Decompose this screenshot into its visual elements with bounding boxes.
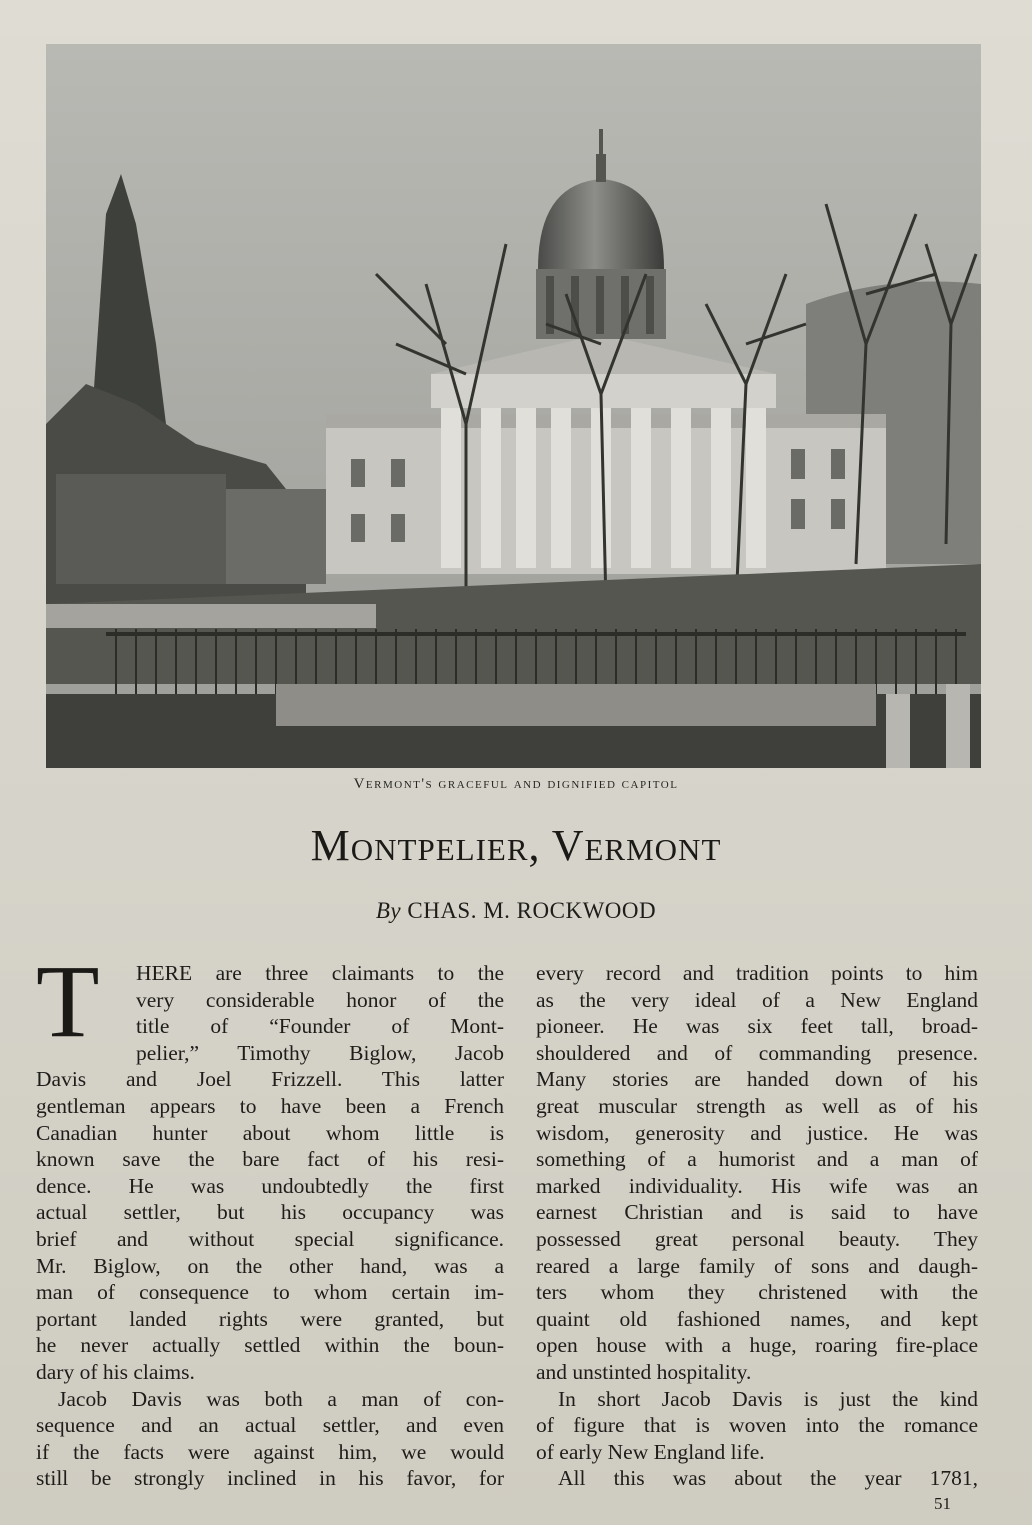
text-line: wisdom, generosity and justice. He was — [536, 1120, 978, 1145]
text-column-right — [536, 960, 978, 1492]
text-line: HERE are three claimants to the — [136, 961, 504, 985]
text-line: Jacob Davis was both a man of con- — [58, 1386, 504, 1411]
text-line: title of “Founder of Mont- — [136, 1014, 504, 1039]
byline-author: CHAS. M. ROCKWOOD — [407, 898, 657, 923]
text-line: pioneer. He was six feet tall, broad- — [536, 1014, 978, 1039]
text-line: portant landed rights were granted, but — [36, 1306, 504, 1331]
capitol-photograph — [46, 44, 981, 768]
text-line: man of consequence to whom certain im- — [36, 1280, 504, 1305]
text-line: brief and without special significance. — [36, 1226, 504, 1251]
text-line: sequence and an actual settler, and even — [36, 1413, 504, 1438]
text-line: Mr. Biglow, on the other hand, was a — [36, 1253, 504, 1278]
text-line: great muscular strength as well as of his — [536, 1093, 978, 1118]
text-line: Canadian hunter about whom little is — [36, 1120, 504, 1145]
byline-prefix: By — [375, 898, 402, 923]
text-line: still be strongly inclined in his favor, for — [36, 1466, 504, 1491]
drop-cap: T — [36, 944, 100, 1059]
text-line: actual settler, but his occupancy was — [36, 1200, 504, 1225]
text-line: All this was about the year 1781, — [558, 1466, 978, 1491]
text-line: and unstinted hospitality. — [536, 1359, 752, 1384]
text-line: of early New England life. — [536, 1439, 765, 1464]
text-line: quaint old fashioned names, and kept — [536, 1306, 978, 1331]
text-line: dary of his claims. — [36, 1359, 195, 1384]
text-line: pelier,” Timothy Biglow, Jacob — [136, 1040, 504, 1065]
article-title: Montpelier, Vermont — [310, 821, 722, 870]
page-number: 51 — [934, 1494, 951, 1513]
text-line: of figure that is woven into the romance — [536, 1413, 978, 1438]
text-line: open house with a huge, roaring fire-place — [536, 1333, 978, 1358]
text-line: In short Jacob Davis is just the kind — [558, 1386, 978, 1411]
text-line: ters whom they christened with the — [536, 1280, 978, 1305]
article-byline — [0, 898, 1032, 924]
text-line: if the facts were against him, we would — [36, 1439, 504, 1464]
text-line: reared a large family of sons and daugh- — [536, 1253, 978, 1278]
text-line: Davis and Joel Frizzell. This latter — [36, 1067, 504, 1092]
text-line: very considerable honor of the — [136, 987, 504, 1012]
text-line: marked individuality. His wife was an — [536, 1173, 978, 1198]
text-line: earnest Christian and is said to have — [536, 1200, 978, 1225]
text-line: every record and tradition points to him — [536, 961, 978, 985]
text-line: as the very ideal of a New England — [536, 987, 978, 1012]
text-line: Many stories are handed down of his — [536, 1067, 978, 1092]
text-column-left — [36, 960, 504, 1492]
text-line: known save the bare fact of his resi- — [36, 1147, 504, 1172]
text-line: possessed great personal beauty. They — [536, 1226, 978, 1251]
text-line: gentleman appears to have been a French — [36, 1093, 504, 1118]
text-line: he never actually settled within the boun- — [36, 1333, 504, 1358]
photo-caption: Vermont's graceful and dignified capitol — [353, 776, 679, 792]
text-line: something of a humorist and a man of — [536, 1147, 978, 1172]
text-line: shouldered and of commanding presence. — [536, 1040, 978, 1065]
text-line: dence. He was undoubtedly the first — [36, 1173, 504, 1198]
